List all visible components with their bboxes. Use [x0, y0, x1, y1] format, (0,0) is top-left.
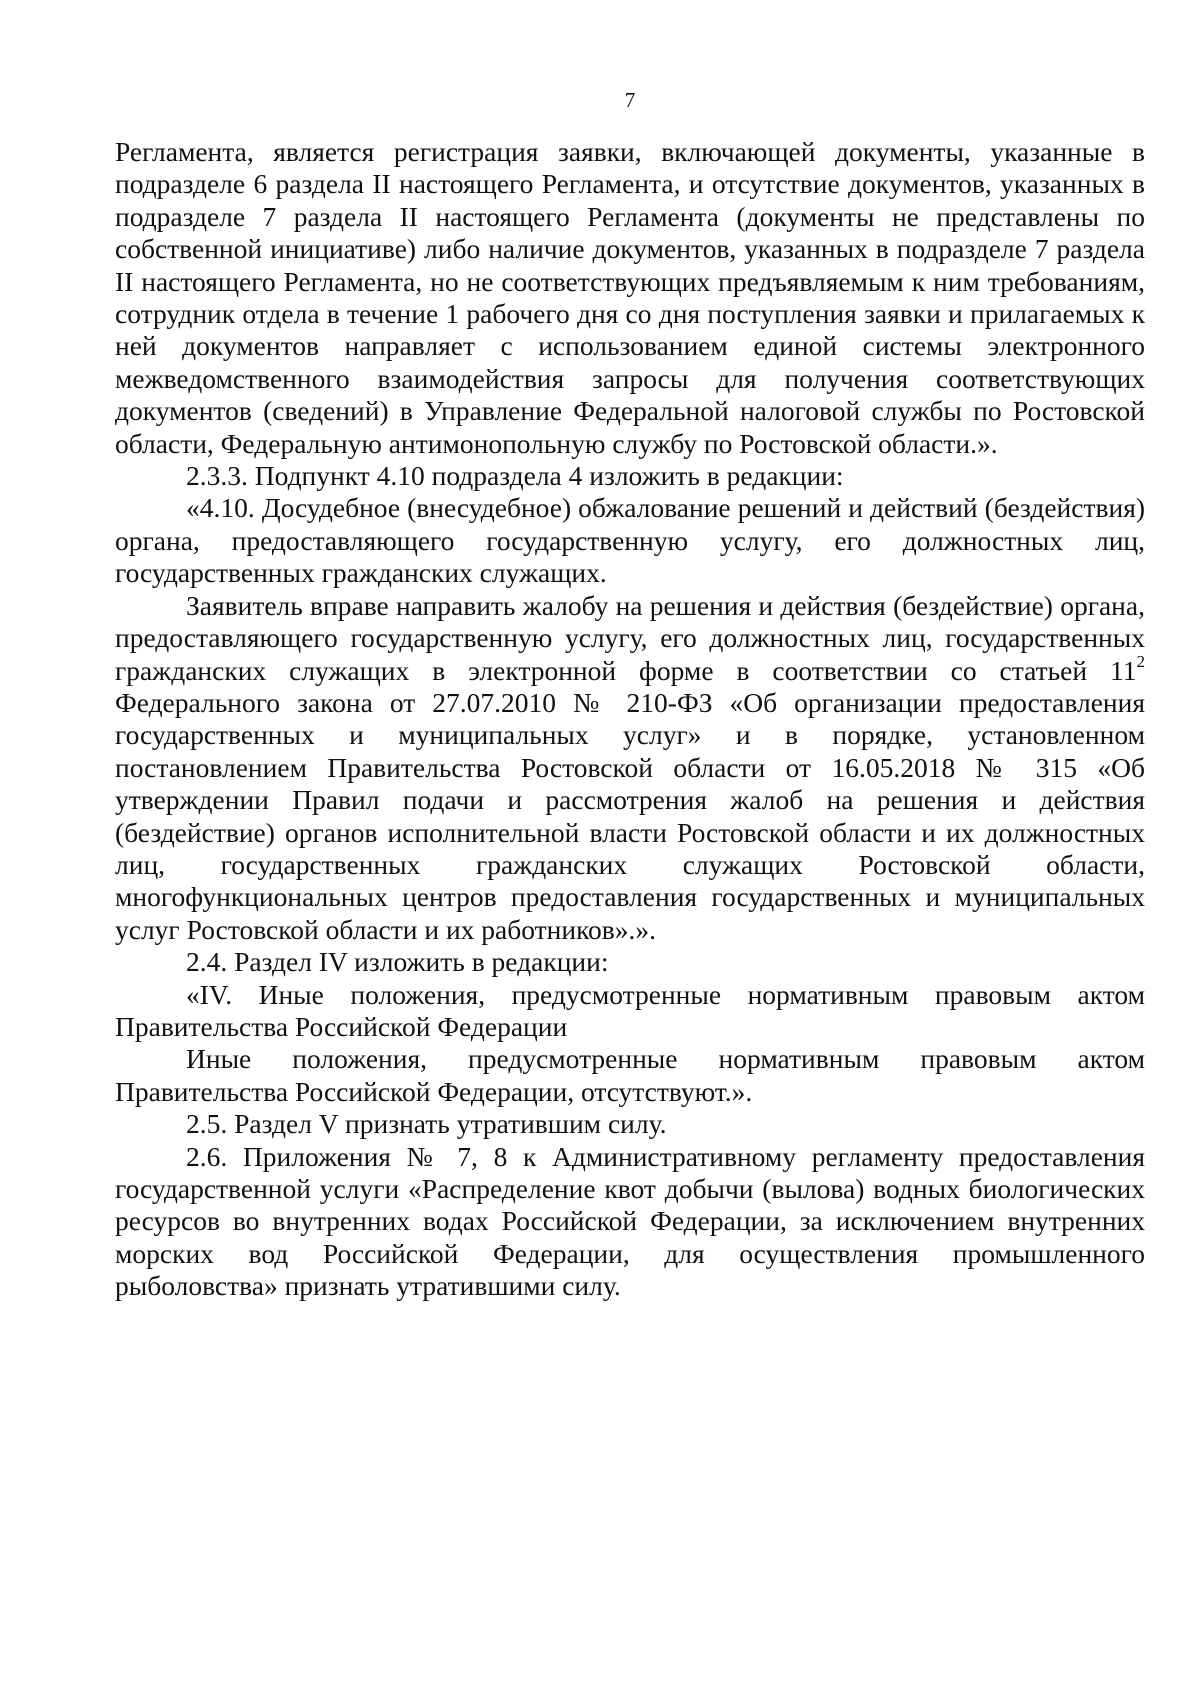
superscript-article: 2 — [1136, 652, 1145, 672]
paragraph-2-3-3: 2.3.3. Подпункт 4.10 подраздела 4 изложить в редакции: — [186, 460, 844, 492]
paragraph-2-4: 2.4. Раздел IV изложить в редакции: — [186, 946, 609, 978]
paragraph-reglament-continuation: Регламента, является регистрация заявки, включающей документы, указанные в подразделе 6 раздела II настоящего Регламента, и отсутствие документов, указанных в подразделе 7 раздела II настоящего Регламента (документы не представлены по собственной инициативе) либо наличие документов, указанных в подразделе 7 раздела II настоящего Регламента, но не соответствующих предъявляемым к ним требованиям, сотрудник отдела в течение 1 рабочего дня со дня поступления заявки и прилагаемых к ней документов направляет с использованием единой системы электронного межведомственного взаимодействия запросы для получения соответствующих документов (сведений) в Управление Федеральной налоговой службы по Ростовской области, Федеральную антимонопольную службу по Ростовской области.». — [115, 136, 1145, 459]
paragraph-2-6: 2.6. Приложения № 7, 8 к Административному регламенту предоставления государственной услуги «Распределение квот добычи (вылова) водных биологических ресурсов во внутренних водах Российской Федерации, за исключением внутренних морских вод Российской Федерации, для осуществления промышленного рыболовства» признать утратившими силу. — [115, 1140, 1145, 1302]
paragraph-complaint — [115, 590, 1145, 946]
paragraph-section-iv-title: «IV. Иные положения, предусмотренные нормативным правовым актом Правительства Российской Федерации — [115, 978, 1145, 1042]
paragraph-2-5: 2.5. Раздел V признать утратившим силу. — [186, 1108, 667, 1140]
page-number: 7 — [624, 88, 636, 112]
complaint-text-start: Заявитель вправе направить жалобу на решения и действия (бездействие) органа, предоставляющего государственную услугу, его должностных лиц, государственных гражданских служащих в электронной форме в соответствии со статьей 11 — [115, 589, 1145, 686]
document-body — [115, 136, 1145, 1303]
paragraph-4-10: «4.10. Досудебное (внесудебное) обжалование решений и действий (бездействия) органа, предоставляющего государственную услугу, его должностных лиц, государственных гражданских служащих. — [115, 492, 1145, 589]
complaint-text-end: Федерального закона от 27.07.2010 № 210-ФЗ «Об организации предоставления государственных и муниципальных услуг» и в порядке, установленном постановлением Правительства Ростовской области от 16.05.2018 № 315 «Об утверждении Правил подачи и рассмотрения жалоб на решения и действия (бездействие) органов исполнительной власти Ростовской области и их должностных лиц, государственных гражданских служащих Ростовской области, многофункциональных центров предоставления государственных и муниципальных услуг Ростовской области и их работников».». — [115, 686, 1145, 945]
paragraph-section-iv-body: Иные положения, предусмотренные нормативным правовым актом Правительства Российской Федерации, отсутствуют.». — [115, 1043, 1145, 1107]
